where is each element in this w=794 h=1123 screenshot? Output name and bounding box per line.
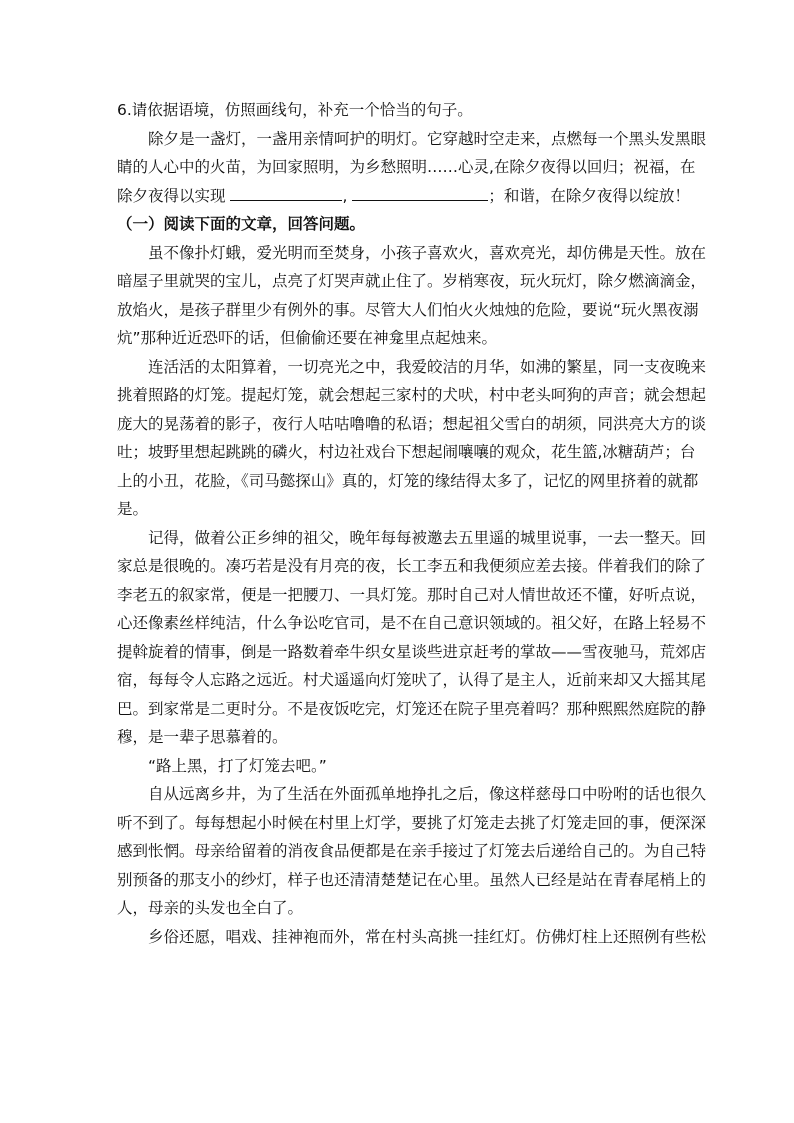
answer-blank[interactable] <box>352 186 488 201</box>
paragraph-line: 人，母亲的头发也全白了。 <box>117 899 304 917</box>
paragraph <box>117 353 707 524</box>
paragraph-line: 是。 <box>117 500 149 518</box>
paragraph-line: 自从远离乡井，为了生活在外面孤单地挣扎之后，像这样慈母口中吩咐的话也很久 <box>148 785 707 803</box>
question-text-line: 除夕是一盏灯，一盏用亲情呵护的明灯。它穿越时空走来，点燃每一个黑头发黑眼 <box>148 129 707 148</box>
paragraph-line: 虽不像扑灯蛾，爱光明而至焚身，小孩子喜欢火，喜欢亮光，却仿佛是天性。放在 <box>148 243 707 262</box>
question-title: 6.请依据语境，仿照画线句，补充一个恰当的句子。 <box>117 101 473 119</box>
blank-separator: , <box>342 186 348 205</box>
paragraph-line: 李老五的叙家常，便是一把腰刀、一具灯笼。那时自己对人情世故还不懂，好听点说， <box>117 585 707 604</box>
paragraph-line: 放焰火，是孩子群里少有例外的事。尽管大人们怕火火烛烛的危险，要说“玩火黑夜溺 <box>117 300 699 319</box>
paragraph-line: 乡俗还愿，唱戏、挂神袍而外，常在村头高挑一挂红灯。仿佛灯柱上还照例有些松 <box>148 927 707 946</box>
paragraph-line: 宿，每每令人忘路之远近。村犬遥遥向灯笼吠了，认得了是主人，近前来却又大摇其尾 <box>117 671 707 689</box>
section-heading: （一）阅读下面的文章，回答问题。 <box>117 215 366 233</box>
question-answer-line <box>117 182 690 211</box>
paragraph <box>117 752 682 781</box>
answer-suffix: ；和谐，在除夕夜得以绽放！ <box>488 186 690 205</box>
paragraph <box>117 923 707 952</box>
document-page <box>117 96 707 951</box>
paragraph-line: 炕”那种近近恐吓的话，但偷偷还要在神龛里点起烛来。 <box>117 329 498 347</box>
paragraph-line: 家总是很晚的。凑巧若是没有月亮的夜，长工李五和我便须应差去接。伴着我们的除了 <box>117 557 707 575</box>
paragraph-line: 提斡旋着的情事，倒是一路数着牵牛织女星谈些进京赶考的掌故——雪夜驰马，荒郊店 <box>117 642 707 661</box>
question-text-line: 睛的人心中的火苗，为回家照明，为乡愁照明……心灵,在除夕夜得以回归；祝福，在 <box>117 158 696 176</box>
paragraph-line: 感到怅惘。母亲给留着的消夜食品便都是在亲手接过了灯笼去后递给自己的。为自己特 <box>117 842 707 860</box>
paragraph-line: 记得，做着公正乡绅的祖父，晚年每每被邀去五里遥的城里说事，一去一整天。回 <box>148 528 707 547</box>
paragraph-line: 挑着照路的灯笼。提起灯笼，就会想起三家村的犬吠，村中老头呵狗的声音；就会想起 <box>117 386 707 404</box>
paragraph-line: 穆，是一辈子思慕着的。 <box>117 728 288 746</box>
answer-blank[interactable] <box>230 186 342 201</box>
paragraph-line: 别预备的那支小的纱灯，样子也还清清楚楚记在心里。虽然人已经是站在青春尾梢上的 <box>117 870 707 889</box>
paragraph <box>117 239 707 353</box>
paragraph-line: 听不到了。每每想起小时候在村里上灯学，要挑了灯笼走去挑了灯笼走回的事，便深深 <box>117 813 707 832</box>
paragraph-line: 连活活的太阳算着，一切亮光之中，我爱皎洁的月华，如沸的繁星，同一支夜晚来 <box>148 357 707 376</box>
quote-line: “路上黑，打了灯笼去吧。” <box>148 756 327 775</box>
paragraph-line: 暗屋子里就哭的宝儿，点亮了灯哭声就止住了。岁梢寒夜，玩火玩灯，除夕燃滴滴金， <box>117 272 707 290</box>
paragraph <box>117 524 707 752</box>
paragraph-line: 巴。到家常是二更时分。不是夜饭吃完，灯笼还在院子里亮着吗？那种熙熙然庭院的静 <box>117 699 707 718</box>
paragraph-line: 庞大的晃荡着的影子，夜行人咕咕噜噜的私语；想起祖父雪白的胡须，同洪亮大方的谈 <box>117 414 707 433</box>
paragraph-line: 心还像素丝样纯洁，什么争讼吃官司，是不在自己意识领域的。祖父好，在路上轻易不 <box>117 614 707 632</box>
answer-prefix: 除夕夜得以实现 <box>117 186 226 205</box>
paragraph-line: 上的小丑，花脸，《司马懿探山》真的，灯笼的缘结得太多了，记忆的网里挤着的就都 <box>117 471 699 490</box>
paragraph-line: 吐；坡野里想起跳跳的磷火，村边社戏台下想起闹嚷嚷的观众，花生篮,冰糖葫芦；台 <box>117 443 696 461</box>
paragraph <box>117 780 707 923</box>
